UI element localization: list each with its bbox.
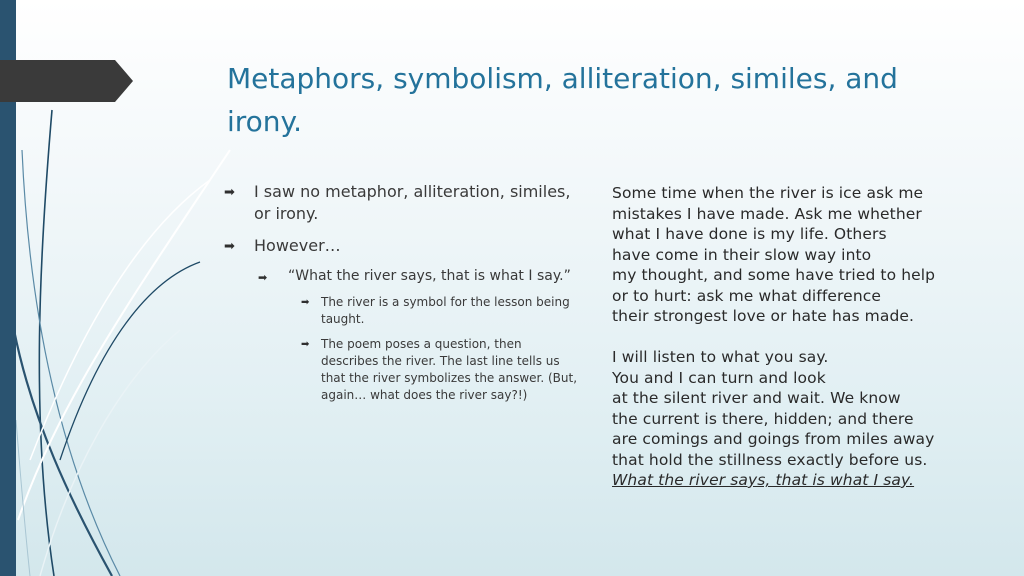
arrow-bullet-icon: ➡ bbox=[258, 271, 268, 284]
slide-title: Metaphors, symbolism, alliteration, similes, and irony. bbox=[227, 62, 898, 138]
poem-line: mistakes I have made. Ask me whether bbox=[612, 204, 922, 223]
bullet-text: However… bbox=[254, 236, 341, 255]
poem-line: at the silent river and wait. We know bbox=[612, 389, 901, 407]
poem-line: Some time when the river is ice ask me bbox=[612, 184, 924, 202]
left-content bbox=[224, 181, 579, 412]
arrow-bullet-icon: ➡ bbox=[301, 339, 310, 350]
sub-bullet-item bbox=[224, 267, 579, 286]
poem-line: that hold the stillness exactly before us. bbox=[612, 450, 928, 469]
sub-sub-bullet-item bbox=[224, 294, 579, 328]
poem-line: I will listen to what you say. bbox=[612, 348, 829, 366]
poem-line: You and I can turn and look bbox=[612, 368, 826, 387]
arrow-bullet-icon: ➡ bbox=[224, 239, 235, 254]
sub-sub-bullet-text: The poem poses a question, then describes the river. The last line tells us that the river symbolizes the answer. (But, again… what does the river say?!) bbox=[321, 337, 578, 402]
poem-line: are comings and goings from miles away bbox=[612, 430, 935, 448]
bullet-item bbox=[224, 181, 579, 225]
bullet-text: I saw no metaphor, alliteration, similes, or irony. bbox=[254, 182, 571, 223]
poem-last-line: What the river says, that is what I say. bbox=[612, 471, 915, 489]
arrow-bullet-icon: ➡ bbox=[224, 185, 235, 200]
bullet-item bbox=[224, 235, 579, 257]
poem-line: their strongest love or hate has made. bbox=[612, 307, 915, 325]
poem-line: the current is there, hidden; and there bbox=[612, 409, 914, 428]
arrow-bullet-icon: ➡ bbox=[301, 297, 310, 308]
poem-text bbox=[612, 183, 1012, 491]
poem-line: my thought, and some have tried to help bbox=[612, 266, 936, 284]
sub-sub-bullet-item bbox=[224, 336, 579, 404]
sub-sub-bullet-text: The river is a symbol for the lesson being taught. bbox=[321, 295, 570, 326]
poem-line: or to hurt: ask me what difference bbox=[612, 286, 882, 305]
poem-line: have come in their slow way into bbox=[612, 245, 872, 264]
poem-line: what I have done is my life. Others bbox=[612, 225, 887, 243]
title-arrow-shape bbox=[0, 60, 133, 102]
stanza-gap bbox=[612, 327, 1012, 348]
sub-bullet-text: “What the river says, that is what I say.” bbox=[288, 268, 571, 284]
